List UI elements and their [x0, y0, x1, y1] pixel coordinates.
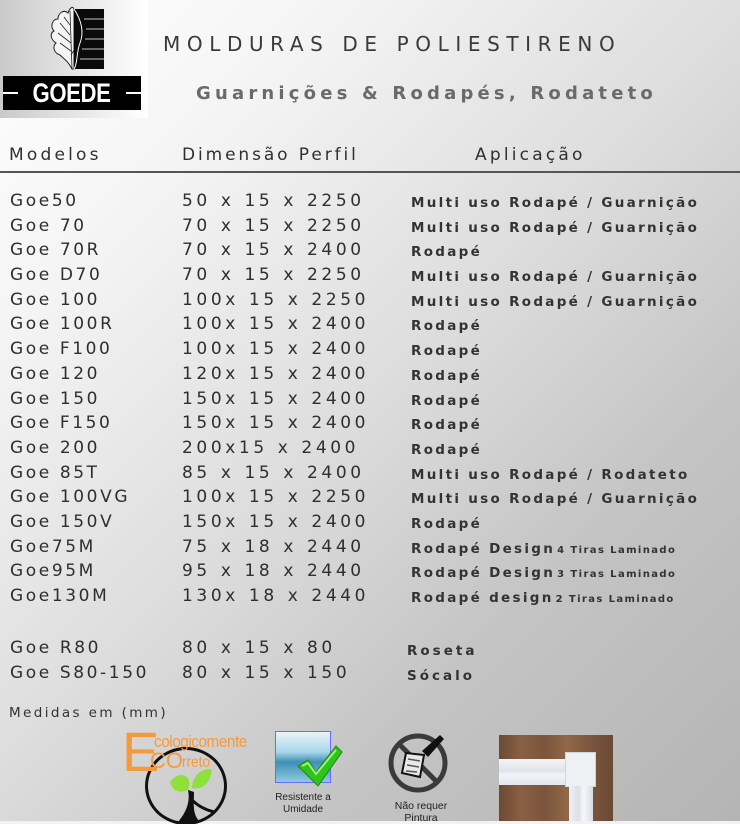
- application-cell: Sócalo: [407, 668, 476, 684]
- application-text: Rodapé: [411, 515, 483, 532]
- water-splash-icon: [275, 731, 331, 783]
- table-row: [0, 290, 740, 315]
- model-cell: Goe 100: [10, 289, 101, 310]
- header-divider: [0, 171, 740, 173]
- photo-vertical-molding: [569, 786, 593, 821]
- eco-line1: cologicomente: [154, 732, 247, 751]
- oak-leaf-wall-icon: [38, 3, 108, 71]
- application-note: 3 Tiras Laminado: [557, 569, 677, 581]
- eco-line2: rreto: [182, 754, 210, 771]
- application-cell: [411, 343, 484, 359]
- application-text: Rodapé: [411, 318, 483, 335]
- application-cell: [411, 417, 484, 433]
- brand-logo: [0, 0, 148, 118]
- dimension-cell: 50 x 15 x 2250: [182, 191, 365, 211]
- table-row: [0, 512, 740, 537]
- no-paint-label-line2: Pintura: [404, 812, 438, 824]
- eco-big-letter: E: [122, 720, 160, 783]
- application-text: Multi uso Rodapé / Guarnição: [411, 269, 700, 286]
- application-text: Rodapé: [411, 417, 483, 434]
- model-cell: Goe75M: [10, 536, 96, 557]
- product-table: [0, 191, 740, 611]
- application-text: Multi uso Rodapé / Guarnição: [411, 219, 700, 236]
- page-title: MOLDURAS DE POLIESTIRENO: [163, 32, 622, 56]
- humidity-resistant-badge: [274, 731, 334, 824]
- check-mark-icon: [296, 744, 344, 788]
- application-cell: [411, 244, 484, 260]
- dimension-cell: 70 x 15 x 2250: [182, 265, 365, 286]
- logo-wordmark-bar: [3, 76, 141, 110]
- application-cell: [411, 195, 701, 211]
- logo-dash-right: [126, 92, 141, 94]
- application-cell: [411, 393, 484, 409]
- application-cell: [411, 491, 701, 507]
- model-cell: Goe D70: [10, 265, 103, 286]
- application-text: Multi uso Rodapé / Guarnição: [411, 195, 700, 211]
- application-cell: [411, 516, 484, 532]
- application-text: Rodapé Design: [411, 565, 556, 582]
- model-cell: Goe 100R: [10, 314, 115, 335]
- application-cell: [411, 442, 484, 458]
- product-photo: [499, 735, 613, 821]
- table-row: [0, 487, 740, 512]
- dimension-cell: 85 x 15 x 2400: [182, 462, 365, 483]
- column-header-dimension: Dimensão Perfil: [182, 145, 359, 165]
- table-row: [0, 191, 740, 216]
- page-subtitle: Guarnições & Rodapés, Rodateto: [196, 83, 657, 104]
- application-note: 4 Tiras Laminado: [557, 544, 677, 556]
- dimension-cell: 80 x 15 x 80: [182, 638, 336, 658]
- table-row: [0, 389, 740, 414]
- dimension-cell: 200x15 x 2400: [182, 437, 360, 458]
- model-cell: Goe 85T: [10, 462, 100, 483]
- model-cell: Goe F150: [10, 413, 113, 434]
- dimension-cell: 150x 15 x 2400: [182, 413, 370, 434]
- table-row: [0, 339, 740, 364]
- application-text: Rodapé design: [411, 590, 554, 606]
- units-note: Medidas em (mm): [9, 705, 169, 721]
- humidity-label: [263, 792, 343, 816]
- table-row: [0, 463, 740, 488]
- dimension-cell: 70 x 15 x 2400: [182, 240, 365, 261]
- application-text: Rodapé: [411, 441, 483, 458]
- accessory-table: [0, 638, 740, 688]
- dimension-cell: 75 x 18 x 2440: [182, 536, 365, 557]
- model-cell: Goe 70R: [10, 240, 102, 261]
- application-cell: [411, 541, 676, 557]
- humidity-label-line1: Resistente a: [275, 792, 331, 803]
- model-cell: Goe95M: [10, 561, 96, 582]
- table-row: [0, 438, 740, 463]
- table-row: [0, 561, 740, 586]
- dimension-cell: 150x 15 x 2400: [182, 388, 370, 409]
- logo-dash-left: [3, 92, 18, 94]
- model-cell: Goe 150: [10, 388, 101, 409]
- model-cell: Goe 150V: [10, 511, 115, 532]
- dimension-cell: 100x 15 x 2400: [182, 339, 370, 360]
- application-cell: [411, 294, 701, 310]
- dimension-cell: 120x 15 x 2400: [182, 363, 370, 384]
- application-cell: [411, 269, 701, 285]
- model-cell: Goe 120: [10, 363, 101, 384]
- no-paint-label: [381, 800, 461, 824]
- application-cell: [411, 368, 484, 384]
- application-cell: [411, 590, 675, 606]
- application-text: Rodapé: [411, 367, 483, 384]
- application-cell: [411, 318, 484, 334]
- table-row: [0, 537, 740, 562]
- application-text: Multi uso Rodapé / Guarnição: [411, 491, 700, 508]
- table-row: [0, 638, 740, 663]
- dimension-cell: 95 x 18 x 2440: [182, 561, 365, 582]
- photo-horizontal-molding: [499, 759, 567, 785]
- application-text: Rodapé Design: [411, 540, 556, 557]
- model-cell: Goe S80-150: [10, 663, 150, 683]
- application-cell: Roseta: [407, 643, 478, 659]
- column-header-models: Modelos: [9, 145, 102, 165]
- table-row: [0, 586, 740, 611]
- model-cell: Goe 70: [10, 215, 87, 236]
- column-header-application: Aplicação: [475, 145, 586, 165]
- dimension-cell: 100x 15 x 2250: [182, 487, 370, 508]
- table-row: [0, 364, 740, 389]
- application-note: 2 Tiras Laminado: [555, 594, 675, 605]
- application-text: Rodapé: [411, 244, 483, 261]
- application-text: Rodapé: [411, 392, 483, 409]
- application-cell: [411, 220, 701, 236]
- eco-badge: [118, 720, 258, 824]
- table-row: [0, 413, 740, 438]
- dimension-cell: 70 x 15 x 2250: [182, 215, 365, 236]
- logo-text: GOEDE: [33, 77, 111, 108]
- table-row: [0, 314, 740, 339]
- model-cell: Goe F100: [10, 339, 113, 360]
- model-cell: Goe R80: [10, 638, 102, 658]
- table-row: [0, 663, 740, 688]
- model-cell: Goe 100VG: [10, 487, 131, 508]
- application-text: Multi uso Rodapé / Rodateto: [411, 466, 690, 483]
- model-cell: Goe50: [10, 191, 79, 211]
- model-cell: Goe 200: [10, 437, 101, 458]
- dimension-cell: 150x 15 x 2400: [182, 511, 370, 532]
- eco-co: CO: [150, 748, 183, 773]
- dimension-cell: 100x 15 x 2250: [182, 289, 370, 310]
- humidity-label-line2: Umidade: [282, 804, 324, 815]
- table-row: [0, 265, 740, 290]
- model-cell: Goe130M: [10, 586, 110, 606]
- table-row: [0, 240, 740, 265]
- no-paint-brush-icon: [386, 731, 450, 793]
- photo-rosette-corner: [565, 752, 596, 787]
- table-row: [0, 216, 740, 241]
- application-text: Multi uso Rodapé / Guarnição: [411, 293, 700, 310]
- dimension-cell: 80 x 15 x 150: [182, 663, 351, 683]
- application-cell: [411, 565, 676, 581]
- application-text: Rodapé: [411, 343, 483, 360]
- no-paint-label-line1: Não requer: [394, 800, 448, 812]
- no-paint-badge: [386, 731, 456, 824]
- dimension-cell: 130x 18 x 2440: [182, 586, 370, 606]
- application-cell: [411, 467, 692, 483]
- dimension-cell: 100x 15 x 2400: [182, 314, 370, 335]
